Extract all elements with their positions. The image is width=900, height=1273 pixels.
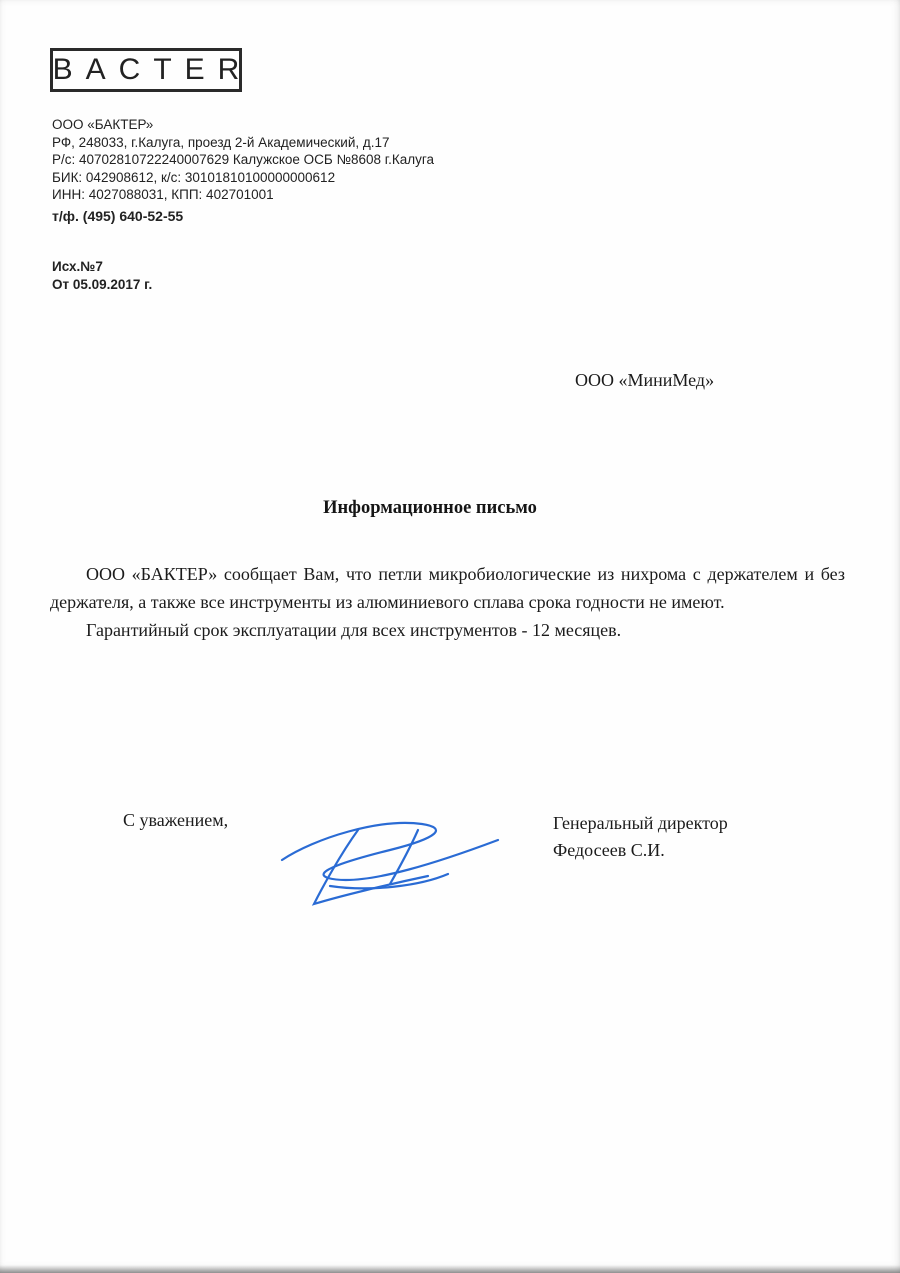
signature-handwritten xyxy=(270,800,510,920)
signature-icon xyxy=(270,800,510,915)
closing-phrase: С уважением, xyxy=(123,810,229,830)
reference-date: От 05.09.2017 г. xyxy=(52,277,153,292)
company-logo-text: BACTER xyxy=(52,53,253,86)
reference-block xyxy=(52,258,152,294)
company-name: ООО «БАКТЕР» xyxy=(52,117,154,132)
scan-edge xyxy=(0,1265,900,1273)
company-requisites xyxy=(52,116,434,225)
company-bank-account: Р/с: 40702810722240007629 Калужское ОСБ №8608 г.Калуга xyxy=(52,152,434,167)
signer-name: Федосеев С.И. xyxy=(553,840,665,860)
signer-position: Генеральный директор xyxy=(553,813,728,833)
letter-title: Информационное письмо xyxy=(323,498,537,518)
company-logo xyxy=(50,48,253,92)
recipient: ООО «МиниМед» xyxy=(575,370,715,390)
reference-number: Исх.№7 xyxy=(52,259,103,274)
signer-block xyxy=(553,810,728,864)
body-paragraph-2: Гарантийный срок эксплуатации для всех инструментов - 12 месяцев. xyxy=(86,620,622,640)
letter-body xyxy=(50,560,845,644)
company-phone: т/ф. (495) 640-52-55 xyxy=(52,207,184,224)
company-address: РФ, 248033, г.Калуга, проезд 2-й Академический, д.17 xyxy=(52,134,390,150)
company-bik: БИК: 042908612, к/с: 30101810100000000612 xyxy=(52,169,336,185)
body-paragraph-1: ООО «БАКТЕР» сообщает Вам, что петли микробиологические из нихрома с держателем и без держателя, а также все инструменты из алюминиевого сплава срока годности не имеют. xyxy=(50,564,845,612)
company-inn-kpp: ИНН: 4027088031, КПП: 402701001 xyxy=(52,187,274,202)
